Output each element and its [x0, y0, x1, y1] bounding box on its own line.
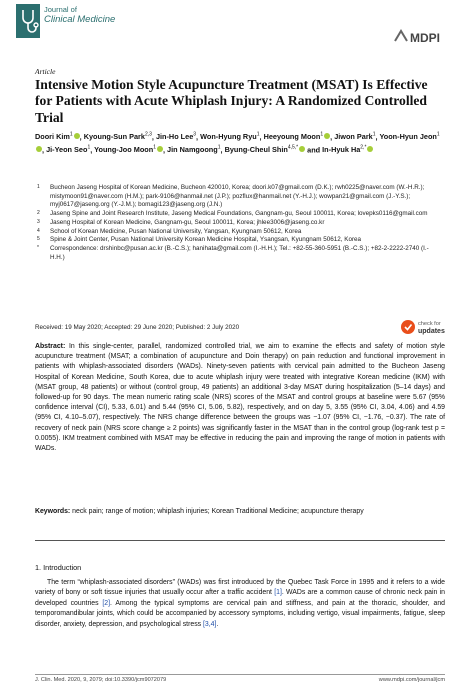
abstract-label: Abstract:: [35, 343, 66, 350]
author-affiliation-marker: 2,3: [144, 132, 152, 138]
author-affiliation-marker: 1: [69, 132, 73, 138]
author-affiliation-marker: 1: [320, 132, 324, 138]
footer-url[interactable]: www.mdpi.com/journal/jcm: [378, 677, 445, 683]
author-name: Doori Kim: [35, 132, 70, 142]
intro-text: . WADs are a common cause of chronic neck pain in developed countries: [35, 589, 445, 607]
svg-text:MDPI: MDPI: [410, 31, 440, 45]
affiliation: [35, 219, 440, 228]
journal-name-line2: Clinical Medicine: [44, 14, 116, 25]
author-name: Jin-Ho Lee: [155, 132, 194, 142]
orcid-icon[interactable]: [299, 146, 305, 152]
divider: [35, 540, 445, 541]
author-affiliation-marker: 1: [436, 132, 440, 138]
affiliation-number: 1: [37, 184, 40, 190]
orcid-icon[interactable]: [157, 146, 163, 152]
author-name: Kyoung-Sun Park: [83, 132, 145, 142]
author-affiliation-marker: 1: [153, 145, 156, 152]
stethoscope-icon: [16, 4, 40, 38]
affiliations: [35, 184, 440, 262]
footer-divider: [35, 674, 445, 675]
author-affiliation-marker: 1: [256, 132, 260, 138]
affiliation-text: School of Korean Medicine, Pusan National University, Yangsan, Kyungnam 50612, Korea: [50, 227, 302, 235]
affiliation: [35, 210, 440, 219]
author-name: Byung-Cheul Shin: [224, 145, 288, 155]
author: [46, 145, 90, 154]
intro-text: The term “whiplash-associated disorders” (WADs) was first introduced by the Quebec Task Force in 1995 and it refers to a wide variety of bony or soft tissue injuries that usually occur after a traffic accident: [35, 579, 445, 597]
keywords-text: neck pain; range of motion; whiplash injuries; Korean Traditional Medicine; acupuncture therapy: [72, 508, 364, 515]
affiliation: [35, 245, 440, 262]
intro-text: .: [216, 620, 219, 628]
author-affiliation-marker: 2,*: [360, 145, 367, 152]
journal-name-line1: Journal of: [44, 5, 77, 14]
author: [200, 132, 259, 141]
author-affiliation-marker: 3: [193, 132, 197, 138]
footer-citation: J. Clin. Med. 2020, 9, 2079; doi:10.3390/jcm9072079: [35, 677, 167, 683]
affiliation-number: 3: [37, 218, 40, 225]
author-affiliation-marker: 1: [372, 132, 376, 138]
affiliation-text: Jaseng Hospital of Korean Medicine, Gangnam-gu, Seoul 100011, Korea; jhlee3006@jaseng.co.kr: [50, 218, 325, 226]
author: [322, 145, 373, 154]
article-title: Intensive Motion Style Acupuncture Treatment (MSAT) Is Effective for Patients with Acute Whiplash Injury: A Randomized Controlled Trial: [35, 77, 428, 125]
affiliation-number: *: [37, 244, 39, 251]
author-name: Won-Hyung Ryu: [200, 132, 257, 142]
affiliation: [35, 228, 440, 237]
author: [264, 132, 331, 141]
abstract-text: In this single-center, parallel, randomized controlled trial, we aim to examine the effects and safety of motion style acupuncture treatment (MSAT; a combination of acupuncture and Doin therapy) on pain reduction and functional improvement in patients with whiplash-associated disorders (WADs). Ninety-seven patients with cervical pain admitted to the Bucheon Jaseng Hospital of Korean Medicine, South Korea, due to acute whiplash injury were treated with integrative Korean medicine (IKM) with (MSAT group, 48 patients) or without (control group, 49 patients) an additional 3-day MSAT during hospitalization (5–14 days) and followed-up for 90 days. The mean numeric rating scale (NRS) scores of the MSAT and control groups at baseline were 5.67 (95% confidence interval (CI), 5.33, 6.01) and 5.44 (95% CI, 5.06, 5.82), respectively, and on day 5, 3.55 (95% CI, 3.04, 4.06) and 4.59 (95% CI, 4.10–5.07), respectively. The NRS change difference between the groups was −1.07 (95% CI, −1.76, −0.37). The rate of recovery of neck pain (NRS score change ≥ 2 points) was significantly faster in the MSAT than in the control group (log-rank test p = 0.0055). IKM treatment combined with MSAT may be effective in reducing the pain and improving the range of motion in patients with WADs.: [35, 343, 445, 453]
abstract: [35, 342, 445, 454]
affiliation-text: Correspondence: drshinbc@pusan.ac.kr (B.-C.S.); hanihata@gmail.com (I.-H.H.); Tel.: +82-55-360-5951 (B.-C.S.); +82-2-2222-2740 (I.-H.H.): [50, 244, 429, 261]
intro-text: . Among the typical symptoms are cervical pain and stiffness, and pain at the thoracic, shoulder, and temporomandibular joints, which could be accompanied by accessory symptoms, including vertigo, visual impairments, fatigue, sleep disorder, anxiety, depression, and psychological stress: [35, 599, 446, 628]
article-type: Article: [35, 67, 56, 76]
affiliation-text: Bucheon Jaseng Hospital of Korean Medicine, Bucheon 420010, Korea; doori.k07@gmail.com (D.K.); rwh0225@naver.com (W.-H.R.); mistymoon91@naver.com (H.M.); park-9106@hanmail.net (J.P.); pozflux@hanmail.net (Y.-H.J.); wowpan21@gmail.com (J.-Y.S.); myj0617@jaseng.org (Y.-J.M.); bomagi123@jaseng.org (J.N.): [50, 184, 425, 209]
affiliation-text: Spine & Joint Center, Pusan National University Korean Medicine Hospital, Ysangsan, Kyungnam 50612, Korea: [50, 236, 362, 244]
check-for-updates-badge[interactable]: [400, 316, 446, 338]
author-name: In-Hyuk Ha: [322, 145, 361, 155]
affiliation-number: 5: [37, 236, 40, 243]
mdpi-logo: [393, 28, 447, 46]
author-affiliation-marker: 4,5,*: [287, 145, 299, 152]
author-affiliation-marker: 1: [87, 145, 91, 152]
affiliation: [35, 236, 440, 245]
citation-link[interactable]: [3,4]: [203, 620, 217, 628]
orcid-icon[interactable]: [36, 146, 42, 152]
author-name: Ji-Yeon Seo: [46, 145, 88, 155]
author: [156, 132, 196, 141]
introduction-paragraph: [35, 578, 445, 630]
author: [35, 132, 80, 141]
affiliation-text: Jaseng Spine and Joint Research Institute, Jaseng Medical Foundations, Gangnam-gu, Seoul 100011, Korea; lovepks0116@gmail.com: [50, 210, 428, 218]
orcid-icon[interactable]: [324, 133, 330, 139]
author: [94, 145, 163, 154]
svg-text:updates: updates: [418, 328, 445, 335]
citation-link[interactable]: [2]: [102, 599, 111, 607]
affiliation: [35, 184, 440, 210]
author: [334, 132, 375, 141]
citation-link[interactable]: [1]: [274, 589, 282, 597]
author-name: Jiwon Park: [334, 132, 373, 142]
author-affiliation-marker: 1: [217, 145, 221, 152]
author-list: Doori Kim$^1$ , Kyoung-Sun Park$^{2,3}$, Jin-Ho Lee$^3$, Won-Hyung Ryu$^1$, Heeyoung Moon$^1$ , Jiwon Park$^1$, Yoon-Hyun Jeon$^1$, Ji-Yeon Seo$^1$, Young-Joo Moon$^1$ , Jin Namgoong$^1$, Byung-Cheul Shin$^{4,5,*}$ and In-Hyuk $Ha^{2,*}$: [35, 132, 440, 155]
svg-text:check for: check for: [418, 321, 441, 327]
orcid-icon[interactable]: [367, 146, 373, 152]
author: [225, 145, 306, 154]
section-heading: 1. Introduction: [35, 563, 82, 572]
author: [84, 132, 152, 141]
publication-dates: Received: 19 May 2020; Accepted: 29 June 2020; Published: 2 July 2020: [35, 324, 240, 331]
affiliation-number: 2: [37, 210, 40, 217]
author-name: Young-Joo Moon: [94, 145, 154, 155]
keywords: [35, 507, 445, 517]
author-name: Jin Namgoong: [167, 145, 218, 155]
author: [167, 145, 220, 154]
affiliation-number: 4: [37, 227, 40, 234]
keywords-label: Keywords:: [35, 508, 71, 515]
author-name: Heeyoung Moon: [263, 132, 321, 142]
orcid-icon[interactable]: [74, 133, 80, 139]
author-name: Yoon-Hyun Jeon: [379, 132, 437, 142]
